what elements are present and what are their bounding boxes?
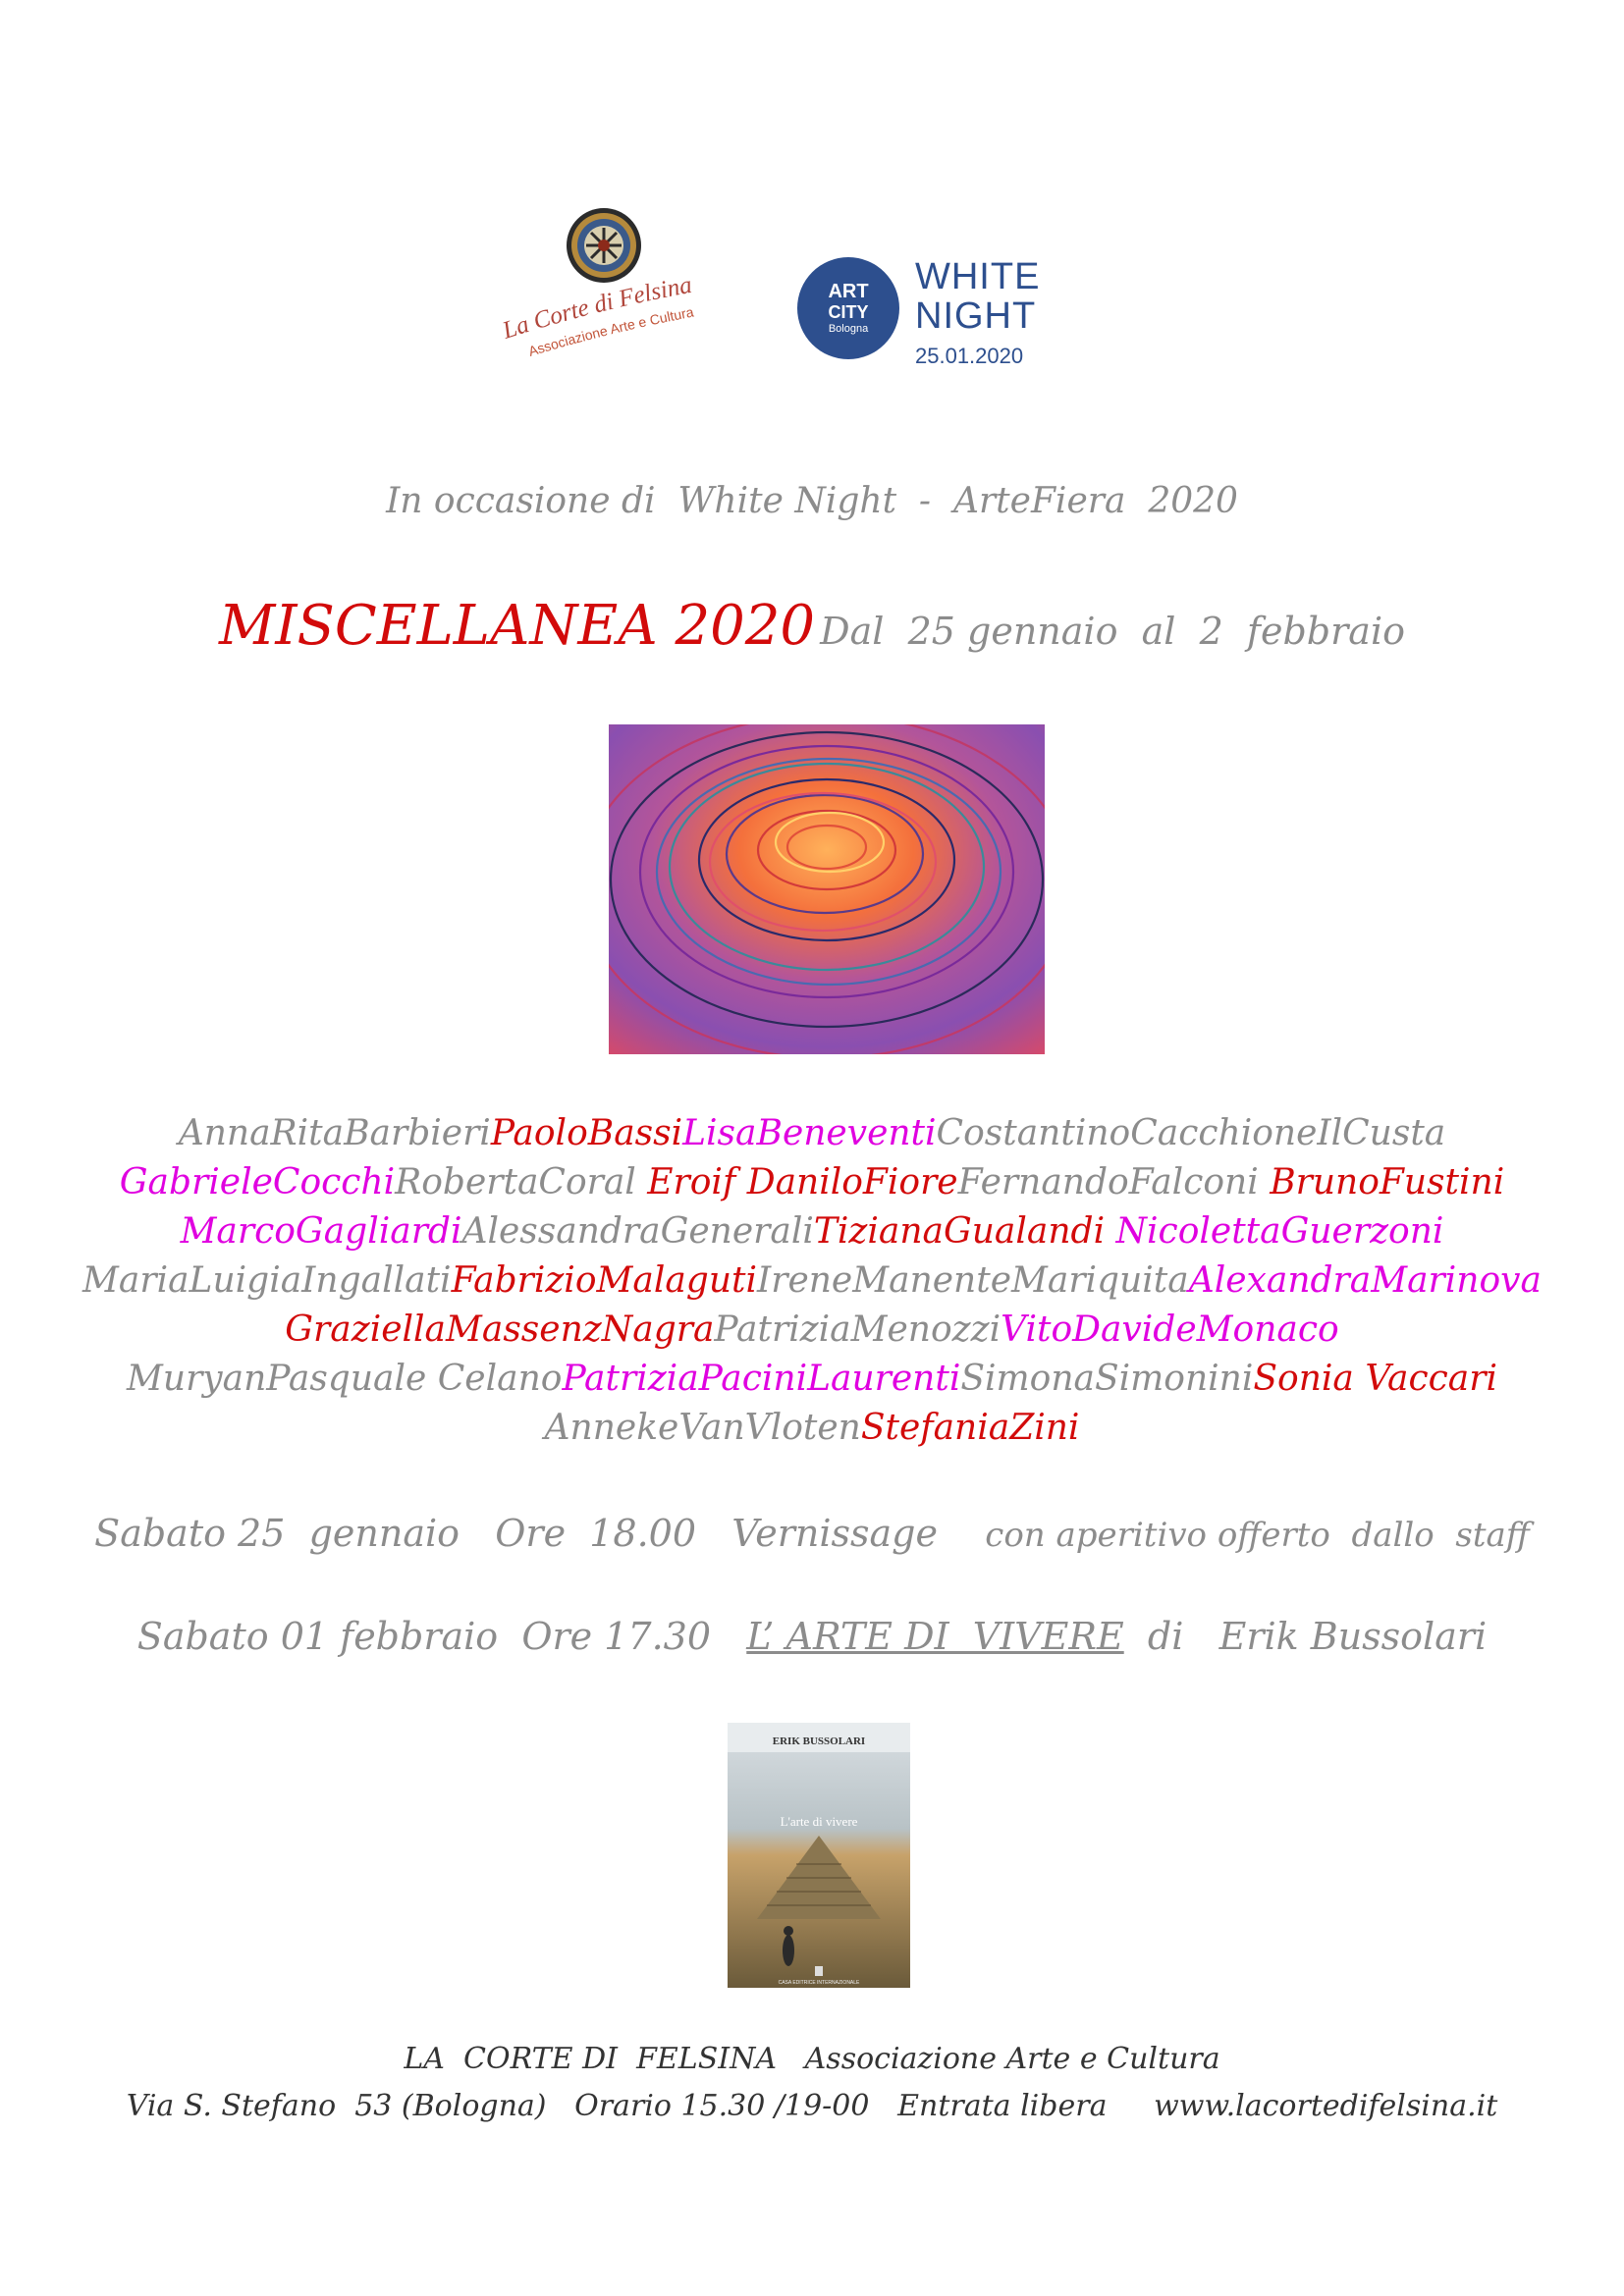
artist-name: Sonia Vaccari [1253, 1359, 1497, 1399]
artcity-line2: CITY [828, 302, 869, 322]
white-night-logo [915, 257, 1040, 369]
book-cover [728, 1723, 910, 1988]
artcity-line3: Bologna [828, 323, 869, 335]
artist-name: MarcoGagliardi [180, 1211, 462, 1252]
title-row [0, 594, 1624, 658]
book-author: ERIK BUSSOLARI [772, 1735, 866, 1747]
felsina-logo [491, 201, 717, 358]
artist-name: GraziellaMassenzNagra [285, 1309, 715, 1350]
artist-name: IreneManenteMariquita [757, 1260, 1189, 1301]
artist-line [0, 1306, 1624, 1355]
footer-info: Via S. Stefano 53 (Bologna) Orario 15.30 /19-00 Entrata libera www.lacortedifelsina.it [126, 2089, 1498, 2123]
artist-name: Eroif DaniloFiore [647, 1162, 958, 1202]
artist-line [0, 1158, 1624, 1207]
artist-name: BrunoFustini [1270, 1162, 1505, 1202]
artist-name: AlessandraGenerali [461, 1211, 814, 1252]
white-night-line1: WHITE [915, 256, 1041, 297]
event2-name: L’ ARTE DI VIVERE [746, 1615, 1124, 1658]
artist-name: VitoDavideMonaco [1001, 1309, 1339, 1350]
book-title: L'arte di vivere [780, 1814, 858, 1829]
artist-name: MuryanPasquale Celano [127, 1359, 563, 1399]
artist-name: LisaBeneventi [682, 1113, 937, 1153]
felsina-emblem-icon [491, 201, 717, 358]
event1-name: Vernissage [731, 1512, 938, 1555]
page-title: MISCELLANEA 2020 [219, 594, 816, 658]
artist-name: RobertaCoral [395, 1162, 648, 1202]
artwork-image [609, 724, 1045, 1054]
artist-line [0, 1404, 1624, 1453]
artist-line [0, 1355, 1624, 1404]
artist-name: GabrieleCocchi [119, 1162, 396, 1202]
footer-organizer: LA CORTE DI FELSINA Associazione Arte e Cultura [404, 2042, 1220, 2076]
artist-line [0, 1256, 1624, 1306]
artist-name: PaoloBassi [490, 1113, 683, 1153]
felsina-name: La Corte di Felsina [499, 271, 694, 345]
book-publisher: CASA EDITRICE INTERNAZIONALE [778, 1980, 860, 1986]
event-presentation [0, 1615, 1624, 1658]
white-night-date: 25.01.2020 [915, 344, 1024, 368]
date-range: Dal 25 gennaio al 2 febbraio [820, 610, 1405, 653]
artist-name: FabrizioMalaguti [451, 1260, 758, 1301]
artist-name: PatriziaPaciniLaurenti [562, 1359, 961, 1399]
artist-name: PatriziaMenozzi [714, 1309, 1001, 1350]
artist-line [0, 1207, 1624, 1256]
artist-name: MariaLuigiaIngallati [82, 1260, 452, 1301]
white-night-line2: NIGHT [915, 295, 1037, 337]
artist-name: NicolettaGuerzoni [1115, 1211, 1444, 1252]
artist-name: TizianaGualandi [813, 1211, 1116, 1252]
artist-name: CostantinoCacchioneIlCusta [936, 1113, 1446, 1153]
felsina-subtitle: Associazione Arte e Cultura [526, 303, 695, 358]
artist-list [0, 1109, 1624, 1453]
event-vernissage [0, 1512, 1624, 1555]
intro-line: In occasione di White Night - ArteFiera 2020 [386, 481, 1238, 521]
event2-date: Sabato 01 febbraio Ore 17.30 [136, 1615, 712, 1658]
event2-by: di Erik Bussolari [1147, 1615, 1488, 1658]
event1-date: Sabato 25 gennaio Ore 18.00 [94, 1512, 696, 1555]
artist-name: FernandoFalconi [957, 1162, 1271, 1202]
artist-name: AnnekeVanVloten [544, 1408, 861, 1448]
artist-name: AnnaRitaBarbieri [178, 1113, 491, 1153]
artcity-line1: ART [828, 281, 869, 302]
artist-name: AlexandraMarinova [1188, 1260, 1542, 1301]
artist-line [0, 1109, 1624, 1158]
artist-name: SimonaSimonini [960, 1359, 1254, 1399]
artist-name: StefaniaZini [860, 1408, 1080, 1448]
artcity-logo [797, 257, 899, 359]
event1-note: con aperitivo offerto dallo staff [985, 1516, 1530, 1555]
